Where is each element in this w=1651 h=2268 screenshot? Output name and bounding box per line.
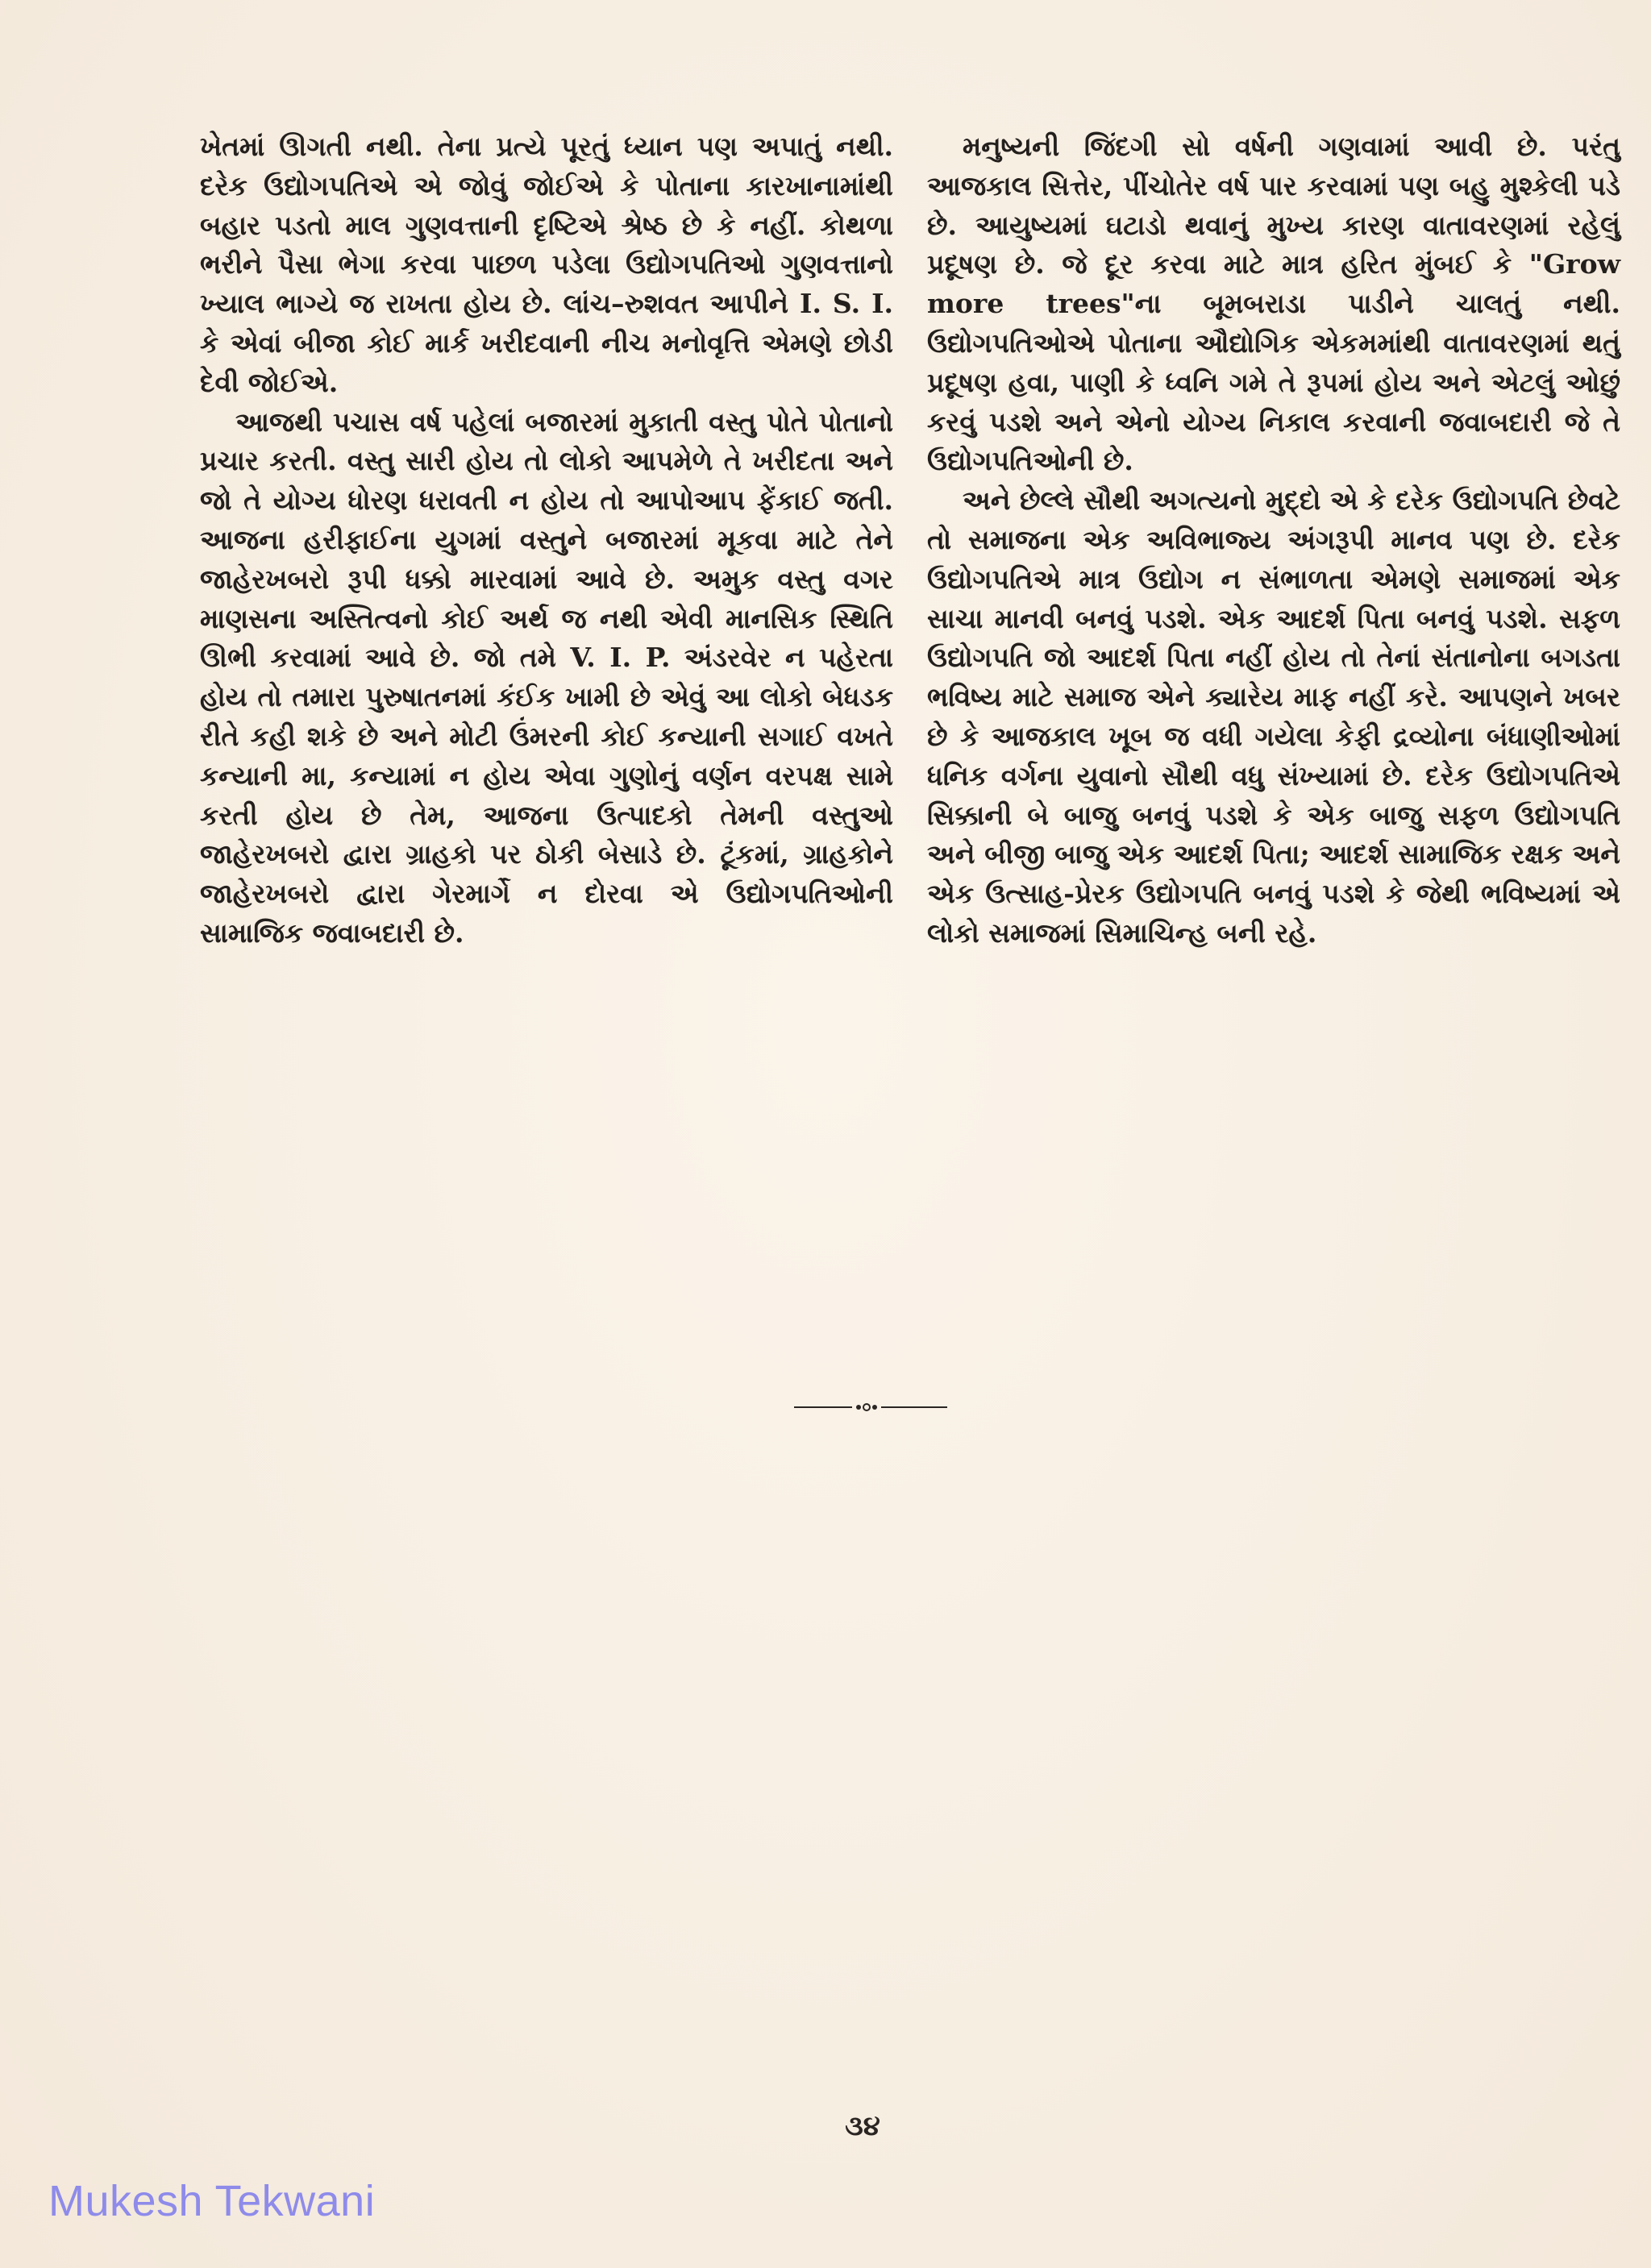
left-paragraph-2: આજથી પચાસ વર્ષ પહેલાં બજારમાં મુકાતી વસ્તુ પોતે પોતાનો પ્રચાર કરતી. વસ્તુ સારી હોય તો લોકો આપમેળે તે ખરીદતા અને જો તે યોગ્ય ધોરણ ધરાવતી ન હોય તો આપોઆપ ફેંકાઈ જતી. આજના હરીફાઈના યુગમાં વસ્તુને બજારમાં મૂકવા માટે તેને જાહેરખબરો રૂપી ધક્કો મારવામાં આવે છે. અમુક વસ્તુ વગર માણસના અસ્તિત્વનો કોઈ અર્થ જ નથી એવી માનસિક સ્થિતિ ઊભી કરવામાં આવે છે. જો તમે V. I. P. અંડરવેર ન પહેરતા હોય તો તમારા પુરુષાતનમાં કંઈક ખામી છે એવું આ લોકો બેધડક રીતે કહી શકે છે અને મોટી ઉંમરની કોઈ કન્યાની સગાઈ વખતે કન્યાની મા, કન્યામાં ન હોય એવા ગુણોનું વર્ણન વરપક્ષ સામે કરતી હોય છે તેમ, આજના ઉત્પાદકો તેમની વસ્તુઓ જાહેરખબરો દ્વારા ગ્રાહકો પર ઠોકી બેસાડે છે. ટૂંકમાં, ગ્રાહકોને જાહેરખબરો દ્વારા ગેરમાર્ગે ન દોરવા એ ઉદ્યોગપતિઓની સામાજિક જવાબદારી છે.	[200, 405, 893, 949]
right-column	[927, 127, 1620, 953]
left-column	[200, 127, 893, 953]
section-divider-ornament	[794, 1401, 947, 1414]
right-paragraph-1: મનુષ્યની જિંદગી સો વર્ષની ગણવામાં આવી છે. પરંતુ આજકાલ સિત્તેર, પીંચોતેર વર્ષ પાર કરવામાં પણ બહુ મુશ્કેલી પડે છે. આયુષ્યમાં ઘટાડો થવાનું મુખ્ય કારણ વાતાવરણમાં રહેલું પ્રદૂષણ છે. જે દૂર કરવા માટે માત્ર હરિત મુંબઈ કે "Grow more trees"ના બૂમબરાડા પાડીને ચાલતું નથી. ઉદ્યોગપતિઓએ પોતાના ઔદ્યોગિક એકમમાંથી વાતાવરણમાં થતું પ્રદૂષણ હવા, પાણી કે ધ્વનિ ગમે તે રૂપમાં હોય અને એટલું ઓછું કરવું પડશે અને એનો યોગ્ય નિકાલ કરવાની જવાબદારી જે તે ઉદ્યોગપતિઓની છે.	[927, 131, 1620, 477]
left-paragraph-1: ખેતમાં ઊગતી નથી. તેના પ્રત્યે પૂરતું ધ્યાન પણ અપાતું નથી. દરેક ઉદ્યોગપતિએ એ જોવું જોઈએ કે પોતાના કારખાનામાંથી બહાર પડતો માલ ગુણવત્તાની દૃષ્ટિએ શ્રેષ્ઠ છે કે નહીં. કોથળા ભરીને પૈસા ભેગા કરવા પાછળ પડેલા ઉદ્યોગપતિઓ ગુણવત્તાનો ખ્યાલ ભાગ્યે જ રાખતા હોય છે. લાંચ–રુશવત આપીને I. S. I. કે એવાં બીજા કોઈ માર્ક ખરીદવાની નીચ મનોવૃત્તિ એમણે છોડી દેવી જોઈએ.	[200, 131, 893, 398]
page-number: ૩૪	[845, 2110, 880, 2142]
watermark-text: Mukesh Tekwani	[48, 2177, 376, 2225]
right-paragraph-2: અને છેલ્લે સૌથી અગત્યનો મુદ્દો એ કે દરેક ઉદ્યોગપતિ છેવટે તો સમાજના એક અવિભાજ્ય અંગરૂપી માનવ પણ છે. દરેક ઉદ્યોગપતિએ માત્ર ઉદ્યોગ ન સંભાળતા એમણે સમાજમાં એક સાચા માનવી બનવું પડશે. એક આદર્શ પિતા બનવું પડશે. સફળ ઉદ્યોગપતિ જો આદર્શ પિતા નહીં હોય તો તેનાં સંતાનોના બગડતા ભવિષ્ય માટે સમાજ એને ક્યારેય માફ નહીં કરે. આપણને ખબર છે કે આજકાલ ખૂબ જ વધી ગયેલા કેફી દ્રવ્યોના બંધાણીઓમાં ધનિક વર્ગના યુવાનો સૌથી વધુ સંખ્યામાં છે. દરેક ઉદ્યોગપતિએ સિક્કાની બે બાજુ બનવું પડશે કે એક બાજુ સફળ ઉદ્યોગપતિ અને બીજી બાજુ એક આદર્શ પિતા; આદર્શ સામાજિક રક્ષક અને એક ઉત્સાહ-પ્રેરક ઉદ્યોગપતિ બનવું પડશે કે જેથી ભવિષ્યમાં એ લોકો સમાજમાં સિમાચિન્હ બની રહે.	[927, 484, 1620, 949]
